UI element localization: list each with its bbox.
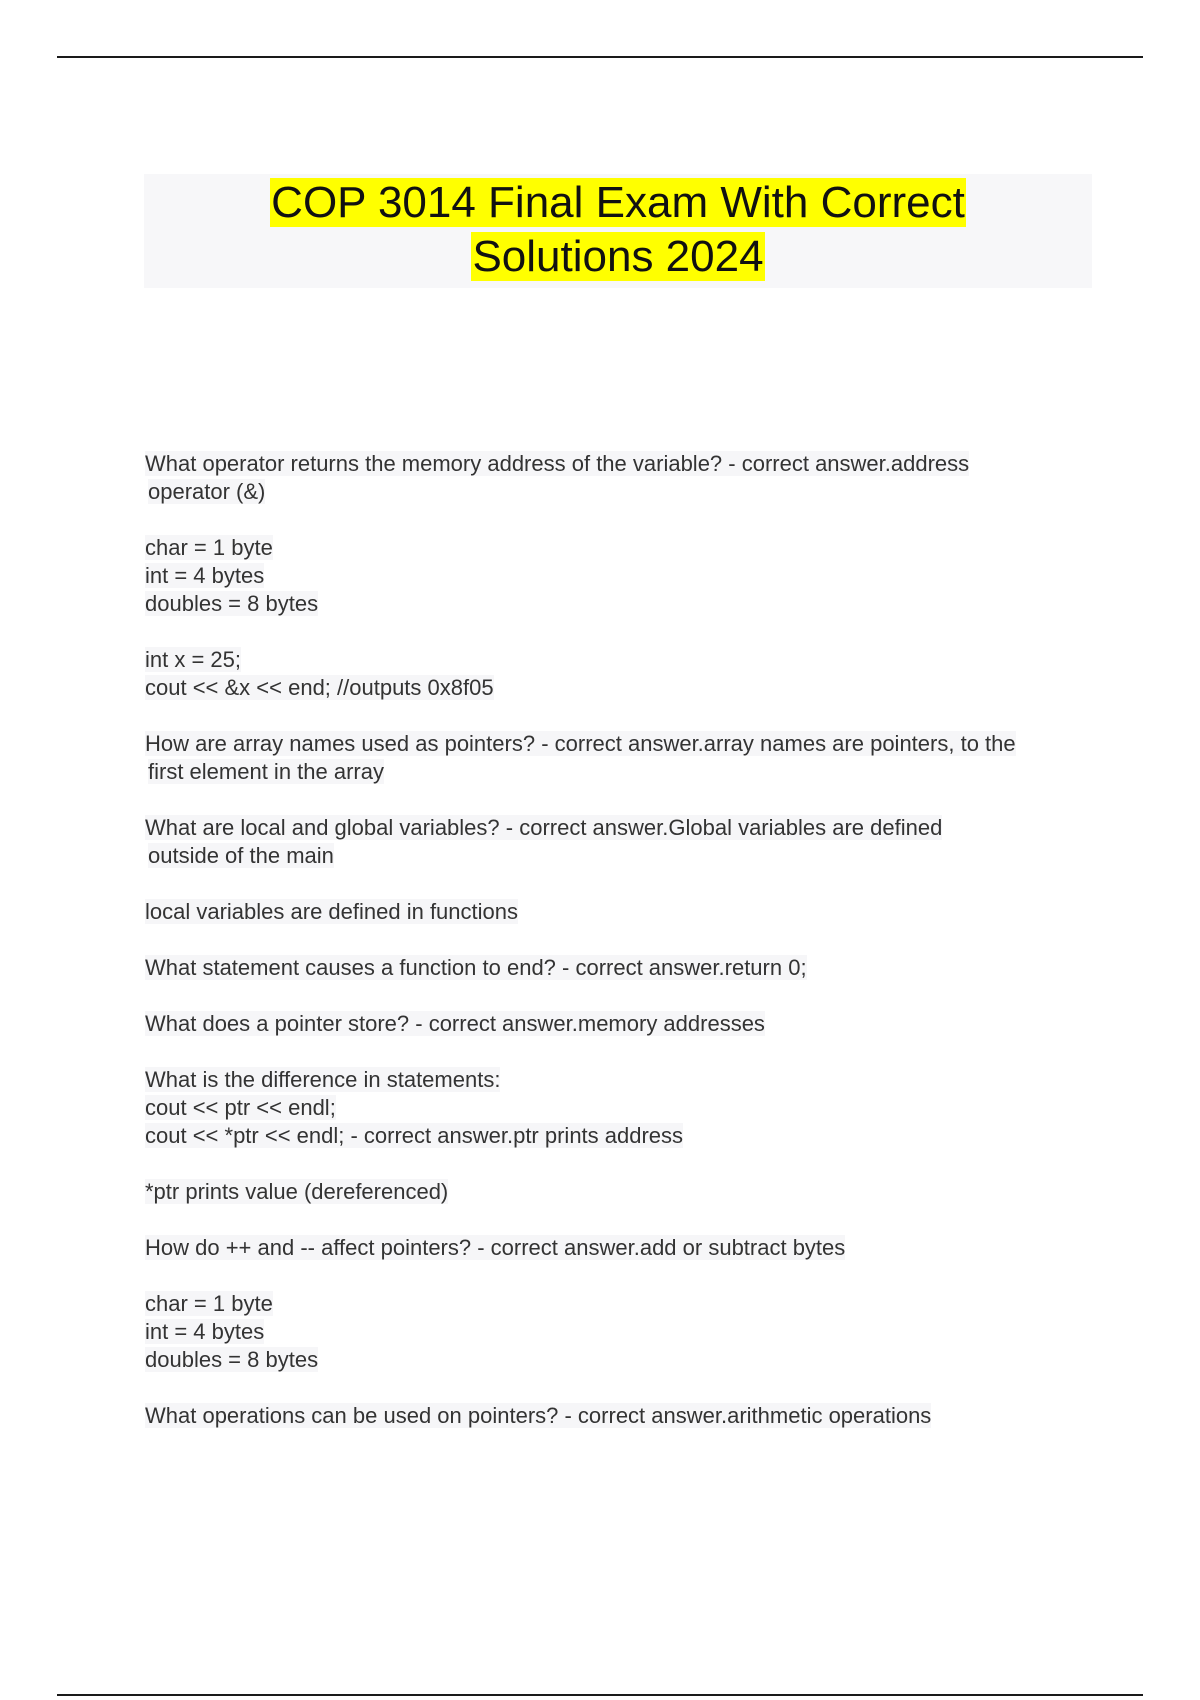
qa-paragraph <box>145 450 1105 506</box>
qa-paragraph <box>145 1234 1105 1262</box>
text-line: What operator returns the memory address of the variable? - correct answer.address <box>145 451 970 476</box>
qa-paragraph <box>145 954 1105 982</box>
qa-paragraph <box>145 1010 1105 1038</box>
text-line: What does a pointer store? - correct answer.memory addresses <box>145 1011 765 1036</box>
text-line: first element in the array <box>148 759 384 784</box>
text-line: How are array names used as pointers? - correct answer.array names are pointers, to the <box>145 731 1016 756</box>
page-title-line-1: COP 3014 Final Exam With Correct <box>271 178 965 227</box>
text-line: operator (&) <box>148 479 266 504</box>
text-line: cout << ptr << endl; <box>145 1095 336 1120</box>
text-line: cout << *ptr << endl; - correct answer.ptr prints address <box>145 1123 684 1148</box>
text-paragraph <box>145 1178 1105 1206</box>
text-paragraph <box>145 534 1105 618</box>
code-paragraph <box>145 646 1105 702</box>
text-line: char = 1 byte <box>145 535 273 560</box>
text-line: int = 4 bytes <box>145 563 265 588</box>
qa-paragraph <box>145 1402 1105 1430</box>
text-line: What operations can be used on pointers? - correct answer.arithmetic operations <box>145 1403 932 1428</box>
text-line: What are local and global variables? - correct answer.Global variables are defined <box>145 815 943 840</box>
text-line: char = 1 byte <box>145 1291 273 1316</box>
qa-paragraph <box>145 814 1105 870</box>
text-paragraph <box>145 1290 1105 1374</box>
qa-paragraph <box>145 730 1105 786</box>
text-line: What statement causes a function to end? - correct answer.return 0; <box>145 955 807 980</box>
text-line: int x = 25; <box>145 647 242 672</box>
text-line: cout << &x << end; //outputs 0x8f05 <box>145 675 494 700</box>
top-rule <box>57 56 1143 58</box>
text-paragraph <box>145 898 1105 926</box>
text-line: local variables are defined in functions <box>145 899 519 924</box>
text-line: doubles = 8 bytes <box>145 1347 319 1372</box>
text-line: doubles = 8 bytes <box>145 591 319 616</box>
document-body <box>145 450 1105 1458</box>
bottom-rule <box>57 1694 1143 1696</box>
text-line: outside of the main <box>148 843 334 868</box>
text-line: How do ++ and -- affect pointers? - correct answer.add or subtract bytes <box>145 1235 846 1260</box>
text-line: *ptr prints value (dereferenced) <box>145 1179 449 1204</box>
qa-paragraph <box>145 1066 1105 1150</box>
text-line: What is the difference in statements: <box>145 1067 501 1092</box>
page-title-line-2: Solutions 2024 <box>472 232 764 281</box>
title-block <box>144 174 1092 288</box>
text-line: int = 4 bytes <box>145 1319 265 1344</box>
